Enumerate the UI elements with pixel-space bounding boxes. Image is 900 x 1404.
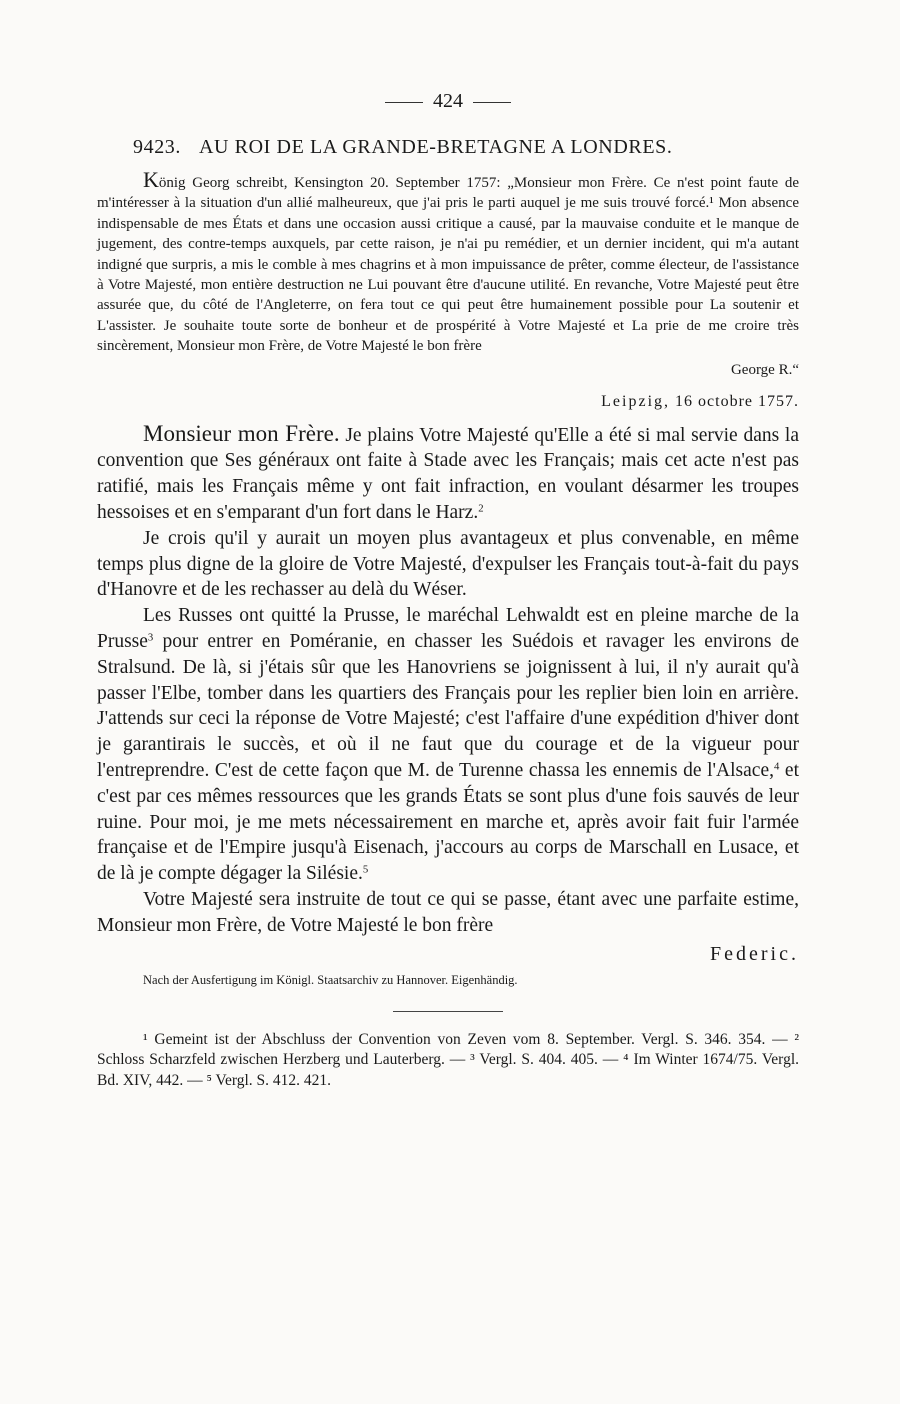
dateline-place: Leipzig, <box>601 392 671 410</box>
letter-body <box>97 421 799 939</box>
paragraph-4: Votre Majesté sera instruite de tout ce qui se passe, étant avec une parfaite estime, Monsieur mon Frère, de Votre Majesté le bon frère <box>97 889 799 936</box>
footnote-divider <box>393 1011 503 1012</box>
document-page <box>97 88 799 1091</box>
quoted-signature: George R.“ <box>730 361 799 378</box>
paragraph-1-text: Je plains Votre Majesté qu'Elle a été si mal servie dans la convention que Ses généraux ont faite à Stade avec les Français; mais cet acte n'est pas ratifié, mais les Français même y ont fait infraction, en voulant désarmer les troupes hessoises et en s'emparant d'un fort dans le Harz. <box>97 424 800 524</box>
quoted-letter-body: önig Georg schreibt, Kensington 20. September 1757: „Monsieur mon Frère. Ce n'est point faute de m'intéresser à la situation d'un allié malheureux, que j'ai pris le parti auquel je me suis trouvé forcé.¹ Mon absence indispensable de mes États et dans une occasion aussi critique a causé, par la mauvaise conduite et le manque de jugement, des contre-temps auxquels, par cette raison, je n'ai pu remédier, et un dernier incident, qui m'a autant indigné que surpris, a mis le comble à mes chagrins et à mon impuissance de prêter, comme électeur, de l'assistance à Votre Majesté, mon entière destruction ne Lui pouvant être d'aucune utilité. En revanche, Votre Majesté peut être assurée que, du côté de l'Angleterre, on fera tout ce qui peut être humainement possible pour La soutenir et L'assister. Je souhaite toute sorte de bonheur et de prospérité à Votre Majesté et La prie de me croire très sincèrement, Monsieur mon Frère, de Votre Majesté le bon frère <box>97 175 799 355</box>
source-note: Nach der Ausfertigung im Königl. Staatsarchiv zu Hannover. Eigenhändig. <box>143 972 518 987</box>
footnote-ref-5: 5 <box>362 863 369 876</box>
paragraph-3-part-a: Les Russes ont quitté la Prusse, le maréchal Lehwaldt est en pleine marche de la Prusse <box>97 605 799 653</box>
footnote-ref-2: 2 <box>478 502 484 515</box>
paragraph-3-part-c: et c'est par ces mêmes ressources que les grands États se sont plus d'une fois sauvés de leur ruine. Pour moi, je me mets nécessairement en marche et, après avoir fait fuir l'armée française et de l'Empire jusqu'à Eisenach, j'accours au corps de Marschall en Lusace, et de là je compte dégager la Silésie. <box>97 760 799 885</box>
page-number: 424 <box>433 90 463 112</box>
letter-title: AU ROI DE LA GRANDE-BRETAGNE A LONDRES. <box>199 136 673 158</box>
footnote-text: ¹ Gemeint ist der Abschluss der Convention von Zeven vom 8. September. Vergl. S. 346. 354. — ² Schloss Scharzfeld zwischen Herzberg und Lauterberg. — ³ Vergl. S. 404. 405. — ⁴ Im Winter 1674/75. Vergl. Bd. XIV, 442. — ⁵ Vergl. S. 412. 421. <box>97 1030 799 1089</box>
header-rule-right <box>473 102 511 103</box>
footnotes <box>97 1030 799 1092</box>
paragraph-3-part-b: pour entrer en Poméranie, en chasser les Suédois et ravager les environs de Stralsund. De là, si j'étais sûr que les Hanovriens se joignissent à lui, il n'y aurait qu'à passer l'Elbe, tomber dans les quartiers des Français pour les replier bien loin en arrière. J'attends sur ceci la réponse de Votre Majesté; c'est l'affaire d'une expédition d'hiver dont je garantirais le succès, et où il ne faut que du courage et de la vigueur pour l'entreprendre. C'est de cette façon que M. de Turenne chassa les ennemis de l'Alsace, <box>97 631 800 782</box>
paragraph-2: Je crois qu'il y aurait un moyen plus avantageux et plus convenable, en même temps plus digne de la gloire de Votre Majesté, d'expulser les Français tout-à-fait du pays d'Hanovre et de les rechasser au delà du Wéser. <box>97 527 799 601</box>
page-header <box>97 88 799 114</box>
salutation: Monsieur mon Frère. <box>143 420 340 446</box>
quoted-letter <box>97 167 799 381</box>
signature: Federic. <box>710 942 799 965</box>
dateline-date: 16 octobre 1757. <box>675 392 799 410</box>
initial-letter: K <box>143 167 159 192</box>
dateline <box>97 391 799 413</box>
paragraph-1 <box>97 421 799 526</box>
paragraph-3 <box>97 603 799 887</box>
header-rule-left <box>385 102 423 103</box>
letter-heading <box>97 134 799 160</box>
quoted-letter-text <box>97 167 799 357</box>
footnote-ref-3: 3 <box>147 631 154 644</box>
letter-number: 9423. <box>133 136 181 158</box>
footnote-ref-4: 4 <box>773 760 780 773</box>
